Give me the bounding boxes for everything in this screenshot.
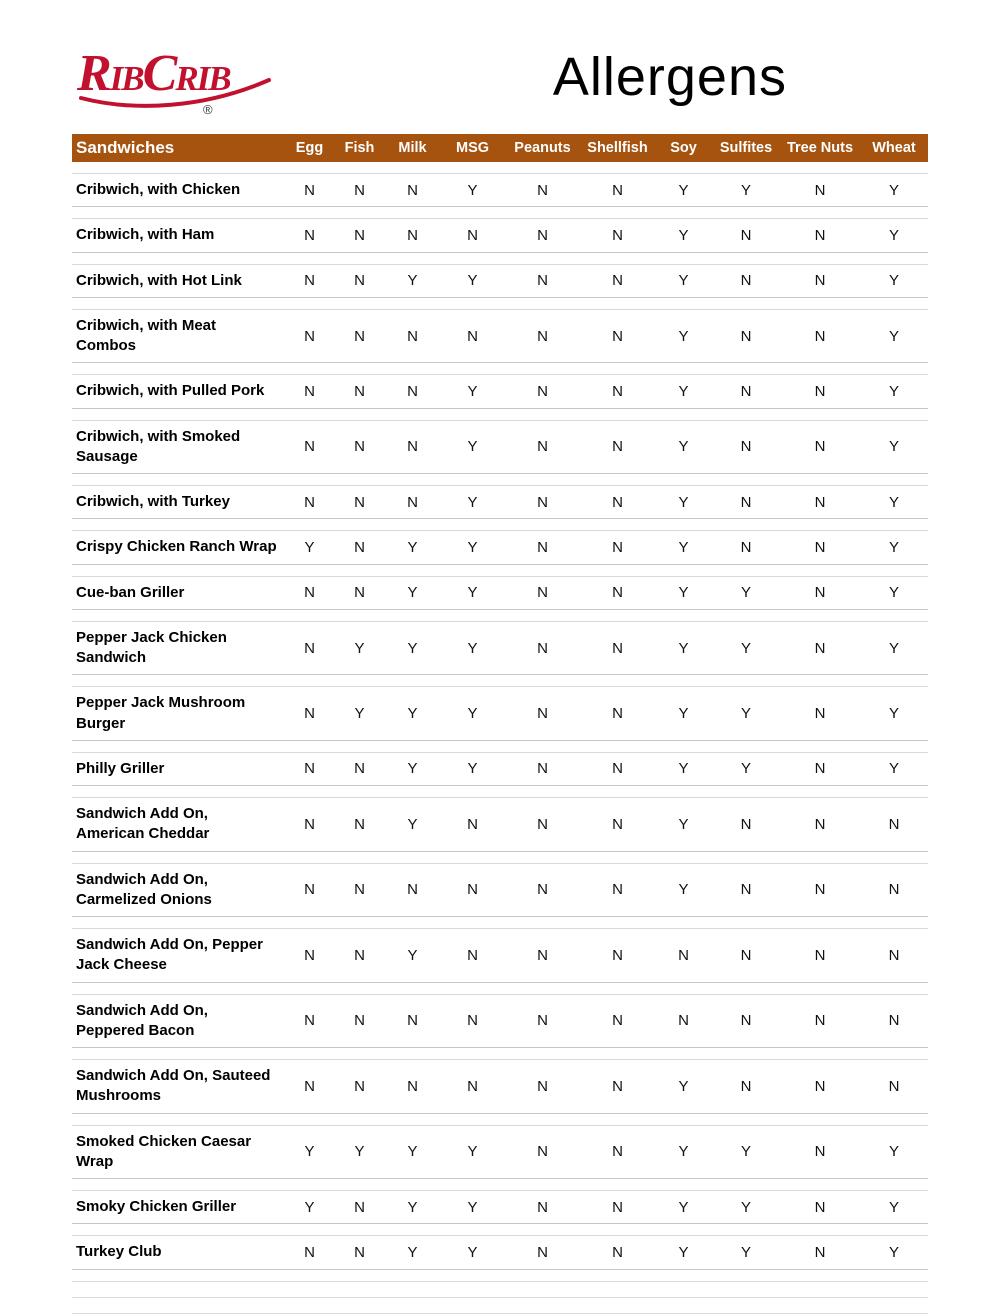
allergen-value: N xyxy=(304,1077,315,1095)
allergen-value: Y xyxy=(467,382,478,400)
allergen-value: Y xyxy=(740,181,751,199)
item-name: Philly Griller xyxy=(76,759,165,777)
allergen-value: N xyxy=(537,881,548,899)
allergen-value: N xyxy=(537,438,548,456)
allergen-value: N xyxy=(354,493,365,511)
allergen-value: Y xyxy=(407,538,418,556)
row-separator xyxy=(72,409,928,421)
item-name: Cribwich, with Smoked Sausage xyxy=(76,427,241,465)
allergen-value: Y xyxy=(407,1143,418,1161)
allergen-value: Y xyxy=(678,1198,689,1216)
allergen-value: Y xyxy=(678,382,689,400)
allergen-value: N xyxy=(537,327,548,345)
allergen-value: N xyxy=(740,538,752,556)
allergen-value: N xyxy=(304,272,315,290)
table-row xyxy=(72,1236,928,1269)
allergen-value: Y xyxy=(678,760,689,778)
allergen-value: Y xyxy=(354,639,365,657)
allergen-value: N xyxy=(407,327,418,345)
allergen-value: Y xyxy=(467,1198,478,1216)
allergen-value: N xyxy=(537,1243,548,1261)
row-separator xyxy=(72,253,928,265)
row-separator xyxy=(72,983,928,995)
allergen-value: Y xyxy=(354,705,365,722)
item-name: Cribwich, with Ham xyxy=(76,226,215,244)
allergen-value: N xyxy=(814,946,826,964)
row-separator xyxy=(72,298,928,310)
allergen-value: N xyxy=(814,438,826,456)
item-name: Sandwich Add On, Sauteed Mushrooms xyxy=(76,1067,271,1105)
row-separator xyxy=(72,519,928,531)
allergen-value: N xyxy=(814,1077,826,1095)
table-row xyxy=(72,265,928,298)
column-header: Sulfites xyxy=(719,140,773,156)
allergen-value: Y xyxy=(467,438,478,456)
allergen-value: N xyxy=(407,438,418,456)
allergen-value: N xyxy=(304,226,315,244)
allergen-value: N xyxy=(407,226,418,244)
allergen-value: N xyxy=(612,639,623,657)
allergen-value: N xyxy=(354,946,365,964)
allergen-value: N xyxy=(467,815,478,833)
allergen-value: N xyxy=(467,946,478,964)
column-header: Shellfish xyxy=(587,140,648,156)
allergen-value: Y xyxy=(888,272,899,290)
allergen-value: N xyxy=(407,493,418,511)
allergen-value: N xyxy=(537,226,548,244)
allergen-value: N xyxy=(612,438,623,456)
allergen-value: N xyxy=(612,760,623,778)
column-header: Milk xyxy=(398,140,427,156)
item-name: Pepper Jack Chicken Sandwich xyxy=(76,628,227,666)
allergen-value: N xyxy=(888,815,900,833)
allergen-value: Y xyxy=(678,1243,689,1261)
allergen-value: Y xyxy=(740,1198,751,1216)
allergen-value: Y xyxy=(740,584,751,602)
allergen-value: N xyxy=(304,382,315,400)
allergen-value: N xyxy=(814,382,826,400)
table-row xyxy=(72,622,928,676)
item-name: Crispy Chicken Ranch Wrap xyxy=(76,538,277,556)
allergen-value: N xyxy=(740,226,752,244)
table-header-row xyxy=(72,134,928,162)
allergen-value: Y xyxy=(407,705,418,722)
allergen-value: N xyxy=(612,181,623,199)
allergen-value: Y xyxy=(467,639,478,657)
allergen-value: N xyxy=(537,584,548,602)
allergen-value: Y xyxy=(304,1198,315,1216)
allergen-value: N xyxy=(740,1012,752,1030)
column-header: Tree Nuts xyxy=(786,140,854,156)
allergen-value: N xyxy=(612,1012,623,1030)
allergen-value: Y xyxy=(304,538,315,556)
allergen-value: Y xyxy=(407,1243,418,1261)
table-row xyxy=(72,577,928,610)
allergen-value: Y xyxy=(678,1077,689,1095)
table-row xyxy=(72,310,928,364)
allergen-value: N xyxy=(612,272,623,290)
allergen-value: N xyxy=(612,881,623,899)
item-name: Sandwich Add On, Carmelized Onions xyxy=(76,870,212,908)
allergen-value: Y xyxy=(888,705,899,722)
row-separator xyxy=(72,675,928,687)
allergen-value: N xyxy=(304,881,315,899)
item-name: Turkey Club xyxy=(76,1243,162,1261)
allergen-value: N xyxy=(814,760,826,778)
allergen-value: N xyxy=(537,639,548,657)
allergen-value: Y xyxy=(467,705,478,722)
row-separator xyxy=(72,786,928,798)
allergen-value: N xyxy=(537,1198,548,1216)
allergen-value: Y xyxy=(407,639,418,657)
allergen-value: N xyxy=(740,272,752,290)
table-row xyxy=(72,421,928,475)
allergen-value: N xyxy=(467,327,478,345)
allergen-value: N xyxy=(612,226,623,244)
allergen-value: N xyxy=(304,1243,315,1261)
allergen-value: N xyxy=(537,760,548,778)
allergen-value: N xyxy=(612,382,623,400)
row-separator xyxy=(72,852,928,864)
allergen-value: N xyxy=(814,327,826,345)
table-row xyxy=(72,864,928,918)
allergen-value: Y xyxy=(678,181,689,199)
allergen-value: N xyxy=(537,1012,548,1030)
row-separator xyxy=(72,1224,928,1236)
allergen-value: N xyxy=(888,1012,900,1030)
allergen-value: Y xyxy=(740,760,751,778)
allergen-value: N xyxy=(814,1198,826,1216)
allergen-value: N xyxy=(537,181,548,199)
allergen-value: Y xyxy=(678,1143,689,1161)
section-label: Sandwiches xyxy=(76,138,175,157)
allergen-value: N xyxy=(354,382,365,400)
allergen-value: N xyxy=(304,760,315,778)
column-header: Egg xyxy=(295,140,324,156)
allergen-value: Y xyxy=(678,226,689,244)
allergen-value: Y xyxy=(678,881,689,899)
allergen-value: N xyxy=(814,815,826,833)
allergen-value: N xyxy=(304,946,315,964)
ribcrib-logo xyxy=(75,36,275,118)
allergen-value: N xyxy=(354,584,365,602)
table-row xyxy=(72,753,928,786)
allergen-value: N xyxy=(612,946,623,964)
row-separator xyxy=(72,917,928,929)
allergen-value: N xyxy=(814,538,826,556)
allergen-value: N xyxy=(304,438,315,456)
allergen-value: N xyxy=(612,1198,623,1216)
column-header: Soy xyxy=(670,140,697,156)
item-name: Cribwich, with Chicken xyxy=(76,181,241,198)
allergen-value: N xyxy=(354,327,365,345)
allergen-value: N xyxy=(354,181,365,199)
allergen-value: N xyxy=(354,1012,365,1030)
allergen-table xyxy=(72,134,928,1314)
allergen-value: N xyxy=(354,1198,365,1216)
allergen-value: Y xyxy=(888,760,899,778)
table-row xyxy=(72,798,928,852)
table-row xyxy=(72,375,928,408)
allergen-value: Y xyxy=(888,181,899,199)
allergen-value: Y xyxy=(888,493,899,511)
table-row xyxy=(72,929,928,983)
item-name: Cribwich, with Hot Link xyxy=(76,271,242,289)
row-separator xyxy=(72,1114,928,1126)
table-body xyxy=(72,162,928,1314)
allergen-value: Y xyxy=(888,1198,899,1216)
allergen-value: Y xyxy=(740,639,751,657)
column-header: Fish xyxy=(344,140,375,156)
allergen-value: Y xyxy=(888,538,899,556)
allergen-value: Y xyxy=(678,493,689,511)
table-row xyxy=(72,486,928,519)
allergen-value: N xyxy=(354,815,365,833)
item-name: Cribwich, with Meat Combos xyxy=(76,316,217,354)
allergen-value: Y xyxy=(888,1243,899,1261)
allergen-value: N xyxy=(537,538,548,556)
allergen-value: N xyxy=(354,226,365,244)
item-name: Sandwich Add On, Peppered Bacon xyxy=(76,1001,208,1039)
allergen-value: N xyxy=(612,1077,623,1095)
allergen-value: N xyxy=(467,226,478,244)
allergen-value: Y xyxy=(678,438,689,456)
allergen-value: N xyxy=(814,881,826,899)
ribcrib-logo-graphic xyxy=(75,36,275,118)
allergen-value: Y xyxy=(467,1243,478,1261)
allergen-value: Y xyxy=(467,584,478,602)
allergen-value: N xyxy=(740,881,752,899)
allergen-value: N xyxy=(537,493,548,511)
allergen-value: N xyxy=(354,438,365,456)
allergen-value: Y xyxy=(678,639,689,657)
allergen-value: N xyxy=(354,760,365,778)
allergen-value: Y xyxy=(467,181,478,199)
allergen-value: Y xyxy=(888,327,899,345)
allergen-value: N xyxy=(814,584,826,602)
allergen-value: N xyxy=(354,1243,365,1261)
allergen-value: Y xyxy=(678,584,689,602)
allergen-value: N xyxy=(612,493,623,511)
row-separator xyxy=(72,1282,928,1298)
allergen-value: N xyxy=(814,639,826,657)
row-separator xyxy=(72,474,928,486)
allergen-value: N xyxy=(407,382,418,400)
allergen-value: Y xyxy=(678,538,689,556)
allergen-value: N xyxy=(407,881,418,899)
allergen-value: N xyxy=(467,1077,478,1095)
allergen-value: N xyxy=(612,1243,623,1261)
allergen-value: Y xyxy=(888,639,899,657)
allergen-value: N xyxy=(814,1143,826,1161)
row-separator xyxy=(72,1270,928,1282)
allergen-value: Y xyxy=(467,1143,478,1161)
row-separator xyxy=(72,565,928,577)
allergen-value: Y xyxy=(304,1143,315,1161)
allergen-value: N xyxy=(740,382,752,400)
allergen-value: Y xyxy=(740,1243,751,1261)
item-name: Cue-ban Griller xyxy=(76,583,185,601)
allergen-value: N xyxy=(354,1077,365,1095)
allergen-value: N xyxy=(304,1012,315,1030)
table-row xyxy=(72,1060,928,1114)
allergen-value: Y xyxy=(888,382,899,400)
allergen-value: N xyxy=(354,272,365,290)
table-row xyxy=(72,687,928,741)
allergen-value: Y xyxy=(740,1143,751,1161)
allergen-value: N xyxy=(814,493,826,511)
allergen-value: N xyxy=(740,438,752,456)
allergen-value: N xyxy=(304,639,315,657)
document-header xyxy=(0,36,1000,134)
allergen-value: N xyxy=(612,327,623,345)
allergen-value: Y xyxy=(467,760,478,778)
allergen-value: N xyxy=(814,181,826,199)
allergen-value: Y xyxy=(888,438,899,456)
column-header: MSG xyxy=(455,140,490,156)
allergen-value: N xyxy=(740,815,752,833)
allergen-value: N xyxy=(354,881,365,899)
allergen-value: N xyxy=(740,327,752,345)
column-header: Peanuts xyxy=(514,140,571,156)
allergen-value: N xyxy=(467,881,478,899)
allergen-value: N xyxy=(612,705,623,722)
logo-text: RIBCRIB xyxy=(77,45,230,102)
allergen-value: N xyxy=(888,881,900,899)
allergen-value: Y xyxy=(467,272,478,290)
allergen-value: Y xyxy=(678,272,689,290)
registered-mark: ® xyxy=(203,102,213,117)
allergen-value: Y xyxy=(407,946,418,964)
allergen-value: N xyxy=(888,946,900,964)
allergen-value: N xyxy=(678,1012,689,1030)
allergen-value: N xyxy=(304,705,315,722)
allergen-value: Y xyxy=(467,493,478,511)
allergen-value: N xyxy=(537,705,548,722)
allergen-value: N xyxy=(612,1143,623,1161)
allergen-value: N xyxy=(407,181,418,199)
allergen-value: N xyxy=(304,584,315,602)
allergen-value: N xyxy=(814,1243,826,1261)
allergen-value: N xyxy=(814,1012,826,1030)
allergen-value: N xyxy=(814,272,826,290)
allergen-value: N xyxy=(740,946,752,964)
allergen-value: N xyxy=(612,584,623,602)
allergen-value: Y xyxy=(678,327,689,345)
allergen-value: N xyxy=(304,493,315,511)
row-separator xyxy=(72,1048,928,1060)
allergen-value: N xyxy=(537,272,548,290)
allergen-value: N xyxy=(354,538,365,556)
allergen-value: N xyxy=(678,946,689,964)
allergen-value: N xyxy=(740,493,752,511)
row-separator xyxy=(72,1298,928,1314)
table-row xyxy=(72,219,928,252)
row-separator xyxy=(72,207,928,219)
allergen-value: N xyxy=(304,815,315,833)
allergen-value: N xyxy=(888,1077,900,1095)
allergen-value: N xyxy=(407,1012,418,1030)
allergen-value: N xyxy=(537,1077,548,1095)
allergen-value: N xyxy=(537,1143,548,1161)
allergen-value: N xyxy=(814,705,826,722)
allergen-value: Y xyxy=(467,538,478,556)
allergen-value: Y xyxy=(407,760,418,778)
item-name: Pepper Jack Mushroom Burger xyxy=(76,694,246,732)
table-row xyxy=(72,531,928,564)
allergen-value: Y xyxy=(888,1143,899,1161)
table-row xyxy=(72,174,928,207)
allergen-value: N xyxy=(537,382,548,400)
item-name: Cribwich, with Pulled Pork xyxy=(76,382,265,400)
allergen-value: Y xyxy=(888,584,899,602)
table-row xyxy=(72,1126,928,1180)
allergen-value: N xyxy=(612,815,623,833)
allergen-value: Y xyxy=(678,705,689,722)
allergen-value: N xyxy=(814,226,826,244)
allergen-value: N xyxy=(740,1077,752,1095)
item-name: Cribwich, with Turkey xyxy=(76,493,230,510)
item-name: Smoked Chicken Caesar Wrap xyxy=(76,1132,252,1170)
item-name: Sandwich Add On, Pepper Jack Cheese xyxy=(76,936,263,974)
allergen-value: Y xyxy=(407,815,418,833)
row-separator xyxy=(72,1179,928,1191)
allergen-value: Y xyxy=(354,1143,365,1161)
item-name: Smoky Chicken Griller xyxy=(76,1198,237,1215)
allergen-value: Y xyxy=(678,815,689,833)
allergen-value: Y xyxy=(740,705,751,722)
allergen-value: N xyxy=(537,946,548,964)
allergen-value: N xyxy=(612,538,623,556)
row-separator xyxy=(72,162,928,174)
table-row xyxy=(72,1191,928,1224)
row-separator xyxy=(72,610,928,622)
allergen-value: N xyxy=(304,327,315,345)
allergen-value: N xyxy=(304,181,315,199)
table-row xyxy=(72,995,928,1049)
allergen-value: N xyxy=(467,1012,478,1030)
row-separator xyxy=(72,741,928,753)
item-name: Sandwich Add On, American Cheddar xyxy=(76,805,210,843)
allergen-value: Y xyxy=(407,272,418,290)
allergen-value: Y xyxy=(888,226,899,244)
allergen-value: Y xyxy=(407,1198,418,1216)
row-separator xyxy=(72,363,928,375)
allergen-value: N xyxy=(537,815,548,833)
column-header: Wheat xyxy=(872,140,916,156)
page-title: Allergens xyxy=(552,47,787,107)
allergen-value: N xyxy=(407,1077,418,1095)
allergen-value: Y xyxy=(407,584,418,602)
